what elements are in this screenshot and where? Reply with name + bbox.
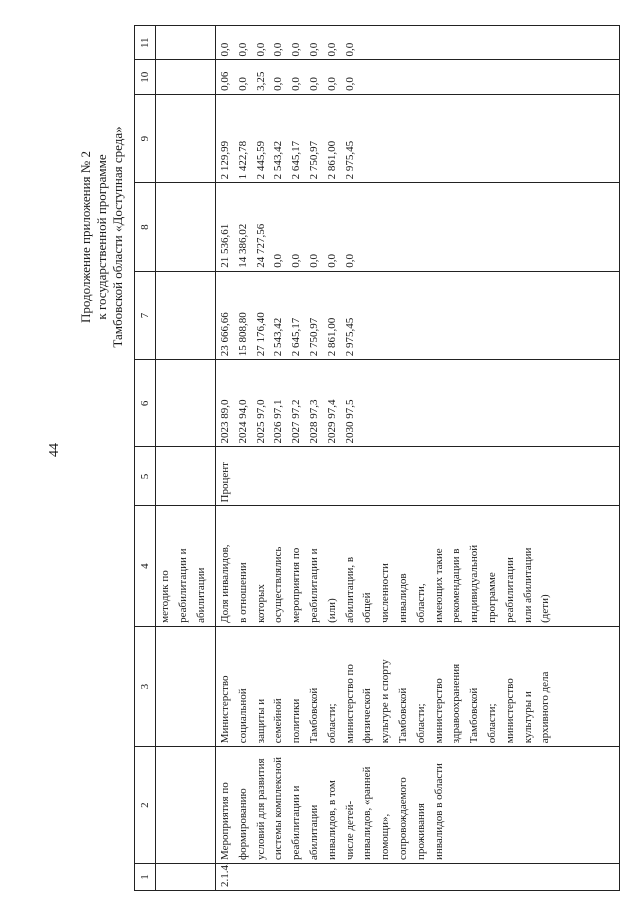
year: 2029: [325, 421, 338, 444]
year: 2025: [254, 421, 267, 444]
local-funding: 0,0: [290, 77, 303, 91]
total-funding: 15 808,80: [236, 312, 249, 357]
column-number: 9: [135, 94, 156, 182]
column-number: 3: [135, 626, 156, 746]
local-funding-cell: [216, 60, 620, 94]
year: 2026: [272, 421, 285, 444]
extra-funding-cell: [216, 26, 620, 61]
table-cell: [156, 447, 216, 506]
continuation-row: [156, 26, 216, 891]
local-funding: 0,06: [219, 71, 231, 91]
year: 2028: [307, 421, 320, 444]
federal-funding: 0,0: [307, 254, 320, 268]
year: 2023: [219, 421, 231, 444]
regional-funding: 2 445,59: [254, 140, 267, 180]
indicator-value: 97,4: [325, 399, 338, 419]
federal-funding: 21 536,61: [219, 223, 231, 268]
total-funding: 2 861,00: [325, 317, 338, 357]
total-funding: 2 543,42: [272, 317, 285, 357]
local-funding: 0,0: [272, 77, 285, 91]
heading-line-3: Тамбовской области «Доступная среда»: [110, 126, 125, 348]
federal-funding-cell: [216, 183, 620, 271]
extra-funding: 0,0: [307, 42, 320, 57]
program-table-wrapper: [134, 25, 620, 891]
year: 2027: [290, 421, 303, 444]
year: 2030: [343, 421, 356, 444]
regional-funding: 2 861,00: [325, 140, 338, 180]
local-funding: 0,0: [343, 77, 356, 91]
extra-funding: 0,0: [290, 42, 303, 57]
local-funding: 3,25: [254, 71, 267, 91]
column-number: 1: [135, 863, 156, 890]
indicator-value: 94,0: [236, 399, 249, 419]
column-number: 11: [135, 26, 156, 61]
federal-funding: 24 727,56: [254, 223, 267, 268]
table-cell: [156, 60, 216, 94]
year-values-cell: [216, 360, 620, 447]
indicator-value: 97,1: [272, 399, 285, 419]
table-cell: [156, 626, 216, 746]
heading-line-2: к государственной программе: [94, 154, 109, 320]
heading-line-1: Продолжение приложения № 2: [78, 151, 93, 323]
extra-funding: 0,0: [343, 42, 356, 57]
extra-funding: 0,0: [254, 42, 267, 57]
table-cell: [156, 271, 216, 359]
column-number: 10: [135, 60, 156, 94]
column-number: 6: [135, 360, 156, 447]
year-value: [288, 363, 306, 443]
table-cell: [156, 183, 216, 271]
program-table-rotated: [134, 25, 620, 891]
year-value: [253, 363, 271, 443]
column-number: 2: [135, 747, 156, 864]
total-funding: 2 645,17: [290, 317, 303, 357]
table-row: [216, 26, 620, 891]
indicator-continuation: методик по реабилитации и абилитации: [156, 506, 216, 626]
unit: Процент: [216, 447, 620, 506]
indicator-value: 97,5: [343, 399, 356, 419]
table-cell: [156, 863, 216, 890]
year-value: [306, 363, 324, 443]
year-value: [342, 363, 360, 443]
extra-funding: 0,0: [325, 42, 338, 57]
total-funding: 2 975,45: [343, 317, 356, 357]
year-value: [270, 363, 288, 443]
federal-funding: 0,0: [290, 254, 303, 268]
regional-funding: 2 543,42: [272, 140, 285, 180]
year: 2024: [236, 421, 249, 444]
local-funding: 0,0: [236, 77, 249, 91]
year-value: [217, 363, 235, 443]
extra-funding: 0,0: [219, 42, 231, 57]
total-funding: 23 666,66: [219, 312, 231, 357]
column-number-row: [135, 26, 156, 891]
local-funding: 0,0: [307, 77, 320, 91]
program-table: [134, 25, 620, 891]
column-number: 8: [135, 183, 156, 271]
total-funding-cell: [216, 271, 620, 359]
regional-funding: 2 750,97: [307, 140, 320, 180]
row-number: 2.1.4.: [216, 863, 620, 890]
indicator-value: 97,2: [290, 399, 303, 419]
regional-funding: 2 129,99: [219, 140, 231, 180]
column-number: 5: [135, 447, 156, 506]
table-cell: [156, 360, 216, 447]
federal-funding: 0,0: [272, 254, 285, 268]
federal-funding: 14 386,02: [236, 223, 249, 268]
indicator-value: 97,0: [254, 399, 267, 419]
year-value: [324, 363, 342, 443]
year-value: [235, 363, 253, 443]
indicator-value: 89,0: [219, 399, 231, 419]
indicator-name: Доля инвалидов, в отношении которых осуществлялись мероприятия по реабилитации и (или) абилитации, в общей численности инвалидов области, имеющих такие рекомендации в индивидуальной программе реабилитации или абилитации (дети): [216, 506, 620, 626]
column-number: 7: [135, 271, 156, 359]
regional-funding-cell: [216, 94, 620, 182]
extra-funding: 0,0: [236, 42, 249, 57]
federal-funding: 0,0: [343, 254, 356, 268]
table-cell: [156, 94, 216, 182]
local-funding: 0,0: [325, 77, 338, 91]
executor: Министерство социальной защиты и семейной политики Тамбовской области; министерство по физической культуре и спорту Тамбовской области; министерство здравоохранения Тамбовской области; министерство культуры и архивного дела: [216, 626, 620, 746]
federal-funding: 0,0: [325, 254, 338, 268]
regional-funding: 2 975,45: [343, 140, 356, 180]
appendix-heading: [78, 126, 126, 347]
table-cell: [156, 747, 216, 864]
column-number: 4: [135, 506, 156, 626]
total-funding: 2 750,97: [307, 317, 320, 357]
table-cell: [156, 26, 216, 61]
page-number: 44: [47, 443, 62, 457]
regional-funding: 2 645,17: [290, 140, 303, 180]
indicator-value: 97,3: [307, 399, 320, 419]
regional-funding: 1 422,78: [236, 140, 249, 180]
total-funding: 27 176,40: [254, 312, 267, 357]
measure-name: Мероприятия по формированию условий для развития системы комплексной реабилитации и абилитации инвалидов, в том числе детей- инвалидов, «ранней помощи», сопровождаемого проживания инвалидов в области: [216, 747, 620, 864]
extra-funding: 0,0: [272, 42, 285, 57]
